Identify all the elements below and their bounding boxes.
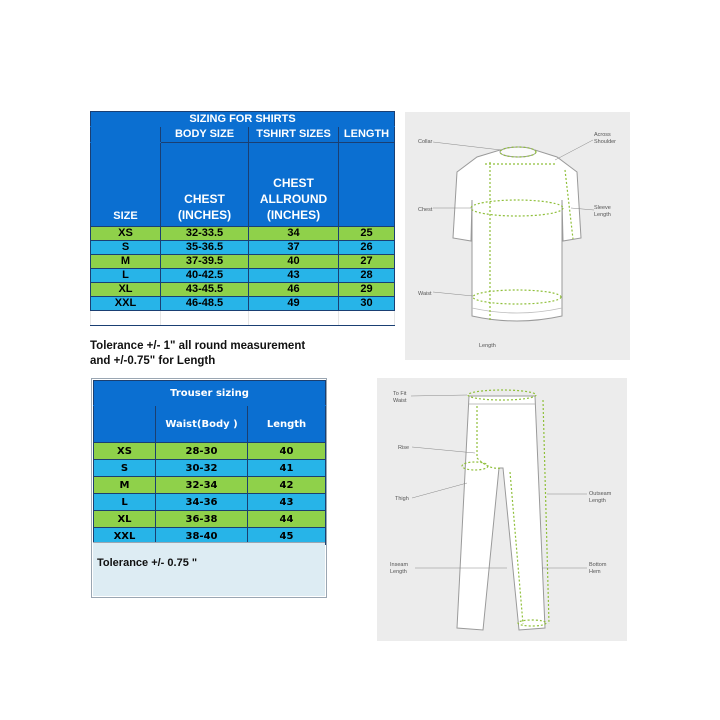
trouser-table-title: Trouser sizing (94, 381, 326, 406)
table-row (94, 460, 326, 477)
waist-cell: 32-34 (156, 477, 248, 494)
blank-row (91, 311, 395, 326)
size-cell: XL (91, 283, 161, 297)
inseam-length-label-2: Length (390, 569, 407, 575)
table-row (91, 241, 395, 255)
length-cell: 29 (339, 283, 395, 297)
length-cell: 28 (339, 269, 395, 283)
chest-header-line-1: CHEST (184, 192, 225, 206)
tshirt-cell: 46 (249, 283, 339, 297)
size-col-header (91, 143, 161, 227)
length-cell: 25 (339, 227, 395, 241)
shirt-group-header-row (91, 127, 395, 143)
waist-cell: 38-40 (156, 528, 248, 545)
size-cell: XS (94, 443, 156, 460)
trouser-tolerance-note (93, 542, 325, 596)
chest-header-line-2: (INCHES) (177, 208, 232, 222)
outseam-length-label-1: Outseam (589, 491, 612, 497)
trouser-sizing-panel (91, 378, 327, 598)
shirt-tolerance-note (90, 339, 394, 369)
length-cell: 42 (248, 477, 326, 494)
chest-allround-header-line-1: CHEST (273, 176, 314, 190)
tshirt-cell: 49 (249, 297, 339, 311)
shirt-group-header-blank (91, 127, 161, 143)
size-cell: M (94, 477, 156, 494)
body-size-header: BODY SIZE (161, 127, 249, 143)
trouser-measurement-diagram (377, 378, 627, 641)
waist-label: Waist (418, 291, 432, 297)
waist-cell: 34-36 (156, 494, 248, 511)
chest-cell: 40-42.5 (161, 269, 249, 283)
length-label: Length (479, 343, 496, 349)
tshirt-cell: 43 (249, 269, 339, 283)
chest-label: Chest (418, 207, 433, 213)
chest-cell: 37-39.5 (161, 255, 249, 269)
bottom-hem-label-1: Bottom (589, 562, 607, 568)
bottom-hem-label-2: Hem (589, 569, 601, 575)
collar-label: Collar (418, 139, 433, 145)
trouser-illustration (377, 378, 627, 641)
waist-cell: 36-38 (156, 511, 248, 528)
chest-cell: 43-45.5 (161, 283, 249, 297)
table-row (91, 255, 395, 269)
tshirt-sizes-header: TSHIRT SIZES (249, 127, 339, 143)
shirt-col-header-row (91, 143, 395, 227)
length-col-header-blank (339, 143, 395, 227)
across-shoulder-label-1: Across (594, 132, 611, 138)
table-row (91, 297, 395, 311)
chest-col-header (161, 143, 249, 227)
length-cell: 30 (339, 297, 395, 311)
chest-cell: 46-48.5 (161, 297, 249, 311)
shirt-tolerance-line-2: and +/-0.75" for Length (90, 355, 216, 367)
chest-cell: 32-33.5 (161, 227, 249, 241)
trouser-size-header-blank (94, 406, 156, 443)
shirt-sizing-table (90, 111, 395, 326)
sleeve-length-label-2: Length (594, 212, 611, 218)
length-cell: 41 (248, 460, 326, 477)
length-cell: 43 (248, 494, 326, 511)
length-cell: 45 (248, 528, 326, 545)
shirt-illustration (405, 112, 630, 360)
size-col-header-label: SIZE (113, 210, 138, 222)
waist-cell: 28-30 (156, 443, 248, 460)
size-cell: XXL (91, 297, 161, 311)
size-cell: XXL (94, 528, 156, 545)
across-shoulder-label-2: Shoulder (594, 139, 617, 145)
length-cell: 26 (339, 241, 395, 255)
table-row (94, 511, 326, 528)
table-row (94, 494, 326, 511)
length-cell: 27 (339, 255, 395, 269)
tshirt-cell: 37 (249, 241, 339, 255)
chest-allround-col-header (249, 143, 339, 227)
waist-cell: 30-32 (156, 460, 248, 477)
to-fit-waist-label-1: To Fit (393, 391, 407, 397)
table-row (91, 227, 395, 241)
shirt-measurement-diagram (405, 112, 630, 360)
shirt-title-row (91, 112, 395, 127)
trouser-sizing-table (93, 380, 326, 545)
table-row (91, 283, 395, 297)
trouser-tolerance-text: Tolerance +/- 0.75 " (97, 557, 198, 569)
to-fit-waist-label-2: Waist (393, 398, 407, 404)
size-cell: L (94, 494, 156, 511)
rise-label: Rise (398, 445, 410, 451)
inseam-length-label-1: Inseam (390, 562, 409, 568)
trouser-length-col-header: Length (248, 406, 326, 443)
chest-allround-header-line-3: (INCHES) (266, 208, 321, 222)
tshirt-cell: 40 (249, 255, 339, 269)
size-cell: XL (94, 511, 156, 528)
waist-col-header: Waist(Body ) (156, 406, 248, 443)
tshirt-cell: 34 (249, 227, 339, 241)
sleeve-length-label-1: Sleeve (594, 205, 611, 211)
shirt-tolerance-line-1: Tolerance +/- 1" all round measurement (90, 340, 306, 352)
chest-allround-header-line-2: ALLROUND (259, 192, 328, 206)
table-row (94, 477, 326, 494)
length-cell: 44 (248, 511, 326, 528)
size-cell: S (91, 241, 161, 255)
shirt-table-title: SIZING FOR SHIRTS (91, 112, 395, 127)
size-cell: L (91, 269, 161, 283)
thigh-label: Thigh (395, 496, 409, 502)
trouser-title-row (94, 381, 326, 406)
size-cell: XS (91, 227, 161, 241)
length-header: LENGTH (339, 127, 395, 143)
outseam-length-label-2: Length (589, 498, 606, 504)
trouser-header-row (94, 406, 326, 443)
table-row (94, 443, 326, 460)
table-row (91, 269, 395, 283)
size-cell: S (94, 460, 156, 477)
size-cell: M (91, 255, 161, 269)
chest-cell: 35-36.5 (161, 241, 249, 255)
length-cell: 40 (248, 443, 326, 460)
